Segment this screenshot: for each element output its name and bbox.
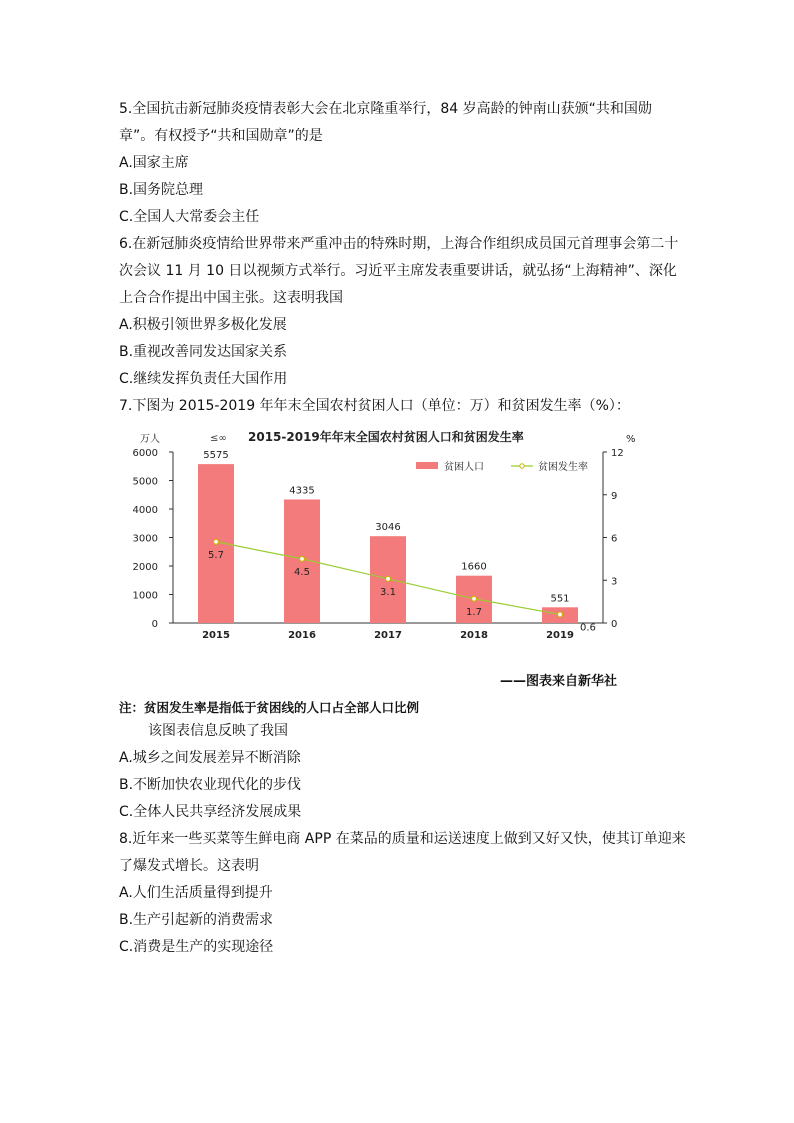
rate-point-2019 [558,612,563,617]
q7-option-b: B.不断加快农业现代化的步伐 [119,777,302,793]
rate-point-2016 [300,556,305,561]
legend-bar-label: 贫困人口 [444,462,484,473]
right-axis-title: % [626,434,636,445]
rate-value-label: 5.7 [208,549,224,561]
q5-option-c: C.全国人大常委会主任 [119,209,260,225]
left-tick-label: 3000 [132,533,158,545]
q6-stem-line-1: 6.在新冠肺炎疫情给世界带来严重冲击的特殊时期，上海合作组织成员国元首理事会第二十 [119,236,679,252]
right-tick-label: 12 [611,448,624,459]
left-axis-title: 万人 [140,434,160,445]
legend-line-marker [520,464,524,468]
q6-stem-line-3: 上合合作提出中国主张。这表明我国 [119,290,343,306]
q5-option-b: B.国务院总理 [119,182,204,198]
chart-source: ——图表来自新华社 [500,674,618,689]
left-tick-label: 0 [151,619,158,630]
q8-option-b: B.生产引起新的消费需求 [119,912,274,928]
right-tick-label: 9 [611,490,618,502]
left-tick-label: 6000 [132,448,158,459]
rate-value-label: 4.5 [294,566,310,578]
bar-value-label: 5575 [203,450,229,462]
bar-value-label: 3046 [375,522,401,534]
legend-bar-swatch [416,462,438,469]
x-tick-label: 2019 [546,630,574,641]
q8-option-a: A.人们生活质量得到提升 [119,885,273,901]
q6-stem-line-2: 次会议 11 月 10 日以视频方式举行。习近平主席发表重要讲话，就弘扬“上海精神”、深化 [119,263,677,279]
rate-point-2015 [214,539,219,544]
bar-value-label: 551 [550,593,570,605]
q5-option-a: A.国家主席 [119,155,189,171]
x-tick-label: 2015 [202,630,230,641]
poverty-chart [118,425,648,645]
q8-option-c: C.消费是生产的实现途径 [119,939,274,955]
right-tick-label: 0 [611,619,618,630]
q7-option-c: C.全体人民共享经济发展成果 [119,804,302,820]
q7-intro: 7.下图为 2015-2019 年年末全国农村贫困人口（单位：万）和贫困发生率（%）： [119,398,630,414]
x-tick-label: 2016 [288,630,316,641]
q6-option-c: C.继续发挥负责任大国作用 [119,371,288,387]
rate-value-label: 0.6 [580,622,596,634]
q8-stem-line-2: 了爆发式增长。这表明 [119,858,259,874]
left-tick-label: 4000 [132,505,158,516]
q5-stem-line-1: 5.全国抗击新冠肺炎疫情表彰大会在北京隆重举行，84 岁高龄的钟南山获颁“共和国勋 [119,101,652,117]
q7-option-a: A.城乡之间发展差异不断消除 [119,750,301,766]
q7-question: 该图表信息反映了我国 [148,723,288,739]
left-tick-label: 2000 [132,562,158,573]
q6-option-b: B.重视改善同发达国家关系 [119,344,288,360]
left-tick-label: 1000 [132,590,158,602]
bar-value-label: 4335 [289,485,315,497]
rate-point-2018 [472,596,477,601]
chart-note: 注：贫困发生率是指低于贫困线的人口占全部人口比例 [119,700,420,715]
bar-value-label: 1660 [461,561,487,573]
rate-value-label: 3.1 [380,586,396,598]
x-tick-label: 2017 [374,630,402,641]
left-tick-label: 5000 [132,476,158,488]
right-tick-label: 6 [611,533,618,545]
chart-logo: ≤∞ [210,433,227,444]
q8-stem-line-1: 8.近年来一些买菜等生鲜电商 APP 在菜品的质量和运送速度上做到又好又快，使其订单迎来 [119,831,686,847]
chart-title: 2015-2019年年末全国农村贫困人口和贫困发生率 [248,430,524,444]
q5-stem-line-2: 章”。有权授予“共和国勋章”的是 [119,128,323,144]
x-tick-label: 2018 [460,630,488,641]
legend-line-label: 贫困发生率 [538,462,588,473]
rate-point-2017 [386,576,391,581]
right-tick-label: 3 [611,576,618,588]
q6-option-a: A.积极引领世界多极化发展 [119,317,287,333]
rate-value-label: 1.7 [466,606,482,618]
